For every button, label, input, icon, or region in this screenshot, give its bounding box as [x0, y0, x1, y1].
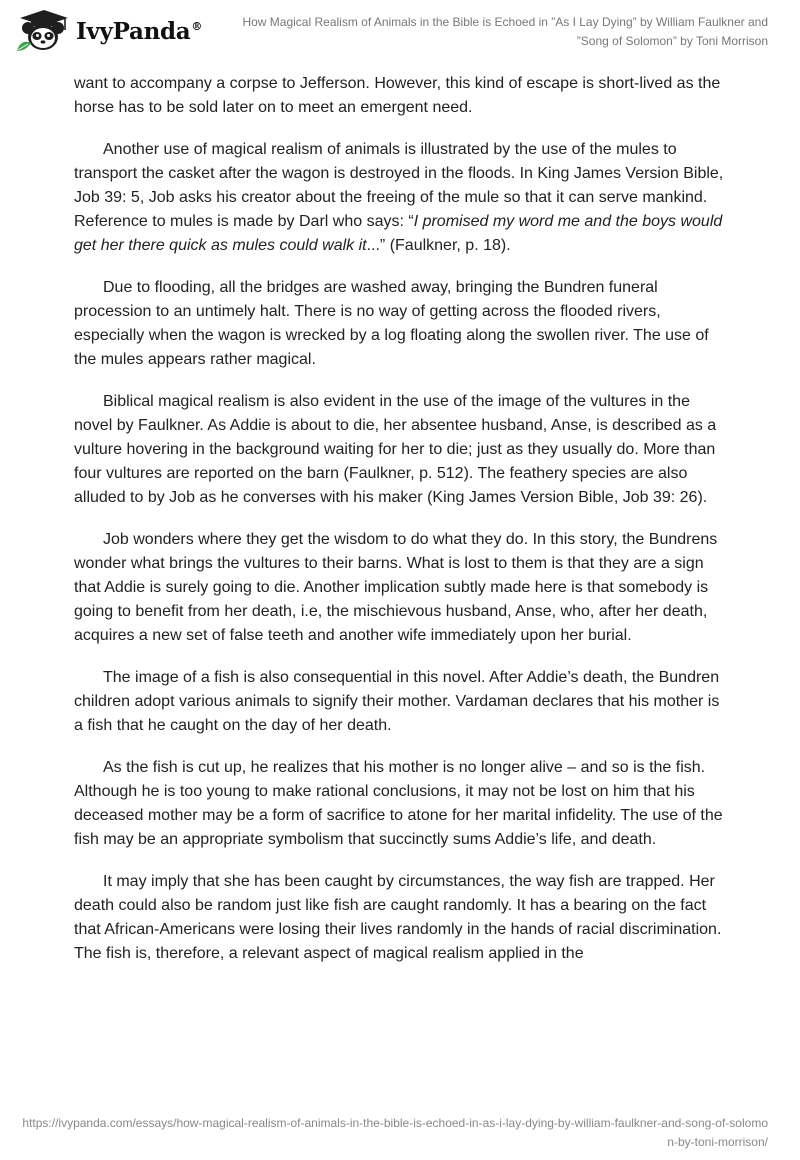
- registered-mark: ®: [191, 19, 203, 33]
- paragraph: As the fish is cut up, he realizes that his mother is no longer alive – and so is the fish. Although he is too young to make rational conclusions, it may not be lost on him that his deceased mother may be a form of sacrifice to atone for her marital infidelity. The use of the fish may be an appropriate symbolism that succinctly sums Addie’s life, and death.: [74, 759, 723, 848]
- essay-body: [74, 72, 724, 984]
- page-header: [0, 0, 800, 60]
- paragraph: want to accompany a corpse to Jefferson. However, this kind of escape is short-lived as the horse has to be sold later on to meet an emergent need.: [74, 75, 721, 116]
- paragraph: Biblical magical realism is also evident in the use of the image of the vultures in the novel by Faulkner. As Addie is about to die, her absentee husband, Anse, is described as a vulture hovering in the background waiting for her to die; just as they usually do. More than four vultures are reported on the barn (Faulkner, p. 512). The feathery species are also alluded to by Job as he converses with his maker (King James Version Bible, Job 39: 26).: [74, 393, 717, 506]
- brand-text: IvyPanda: [76, 17, 191, 45]
- quote-text: I promised my word me and the boys would get her there quick as mules could walk it: [74, 213, 723, 254]
- paragraph: It may imply that she has been caught by circumstances, the way fish are trapped. Her death could also be random just like fish are caught randomly. It has a bearing on the fact that African-Americans were losing their lives randomly in the hands of racial discrimination. The fish is, therefore, a relevant aspect of magical realism applied in the: [74, 873, 722, 962]
- essay-title: How Magical Realism of Animals in the Bible is Echoed in ”As I Lay Dying” by William Faulkner and ”Song of Solomon” by Toni Morrison: [242, 15, 768, 48]
- paragraph-text: Another use of magical realism of animals is illustrated by the use of the mules to transport the casket after the wagon is destroyed in the floods. In King James Version Bible, Job 39: 5, Job asks his creator about the freeing of the mule so that it can serve mankind. Reference to mules is made by Darl who says: “: [74, 141, 724, 230]
- brand-name: [76, 18, 202, 45]
- paragraph: [74, 138, 724, 258]
- source-url[interactable]: https://ivypanda.com/essays/how-magical-realism-of-animals-in-the-bible-is-echoed-in-as-i-lay-dying-by-william-faulkner-and-song-of-solomon-by-toni-morrison/: [22, 1116, 768, 1149]
- paragraph: The image of a fish is also consequential in this novel. After Addie’s death, the Bundren children adopt various animals to signify their mother. Vardaman declares that his mother is a fish that he caught on the day of her death.: [74, 669, 720, 734]
- paragraph: Due to flooding, all the bridges are washed away, bringing the Bundren funeral procession to an untimely halt. There is no way of getting across the flooded rivers, especially when the wagon is wrecked by a log floating along the swollen river. The use of the mules appears rather magical.: [74, 279, 709, 368]
- paragraph: Job wonders where they get the wisdom to do what they do. In this story, the Bundrens wonder what brings the vultures to their barns. What is lost to them is that they are a sign that Addie is surely going to die. Another implication subtly made here is that somebody is going to benefit from her death, i.e, the mischievous husband, Anse, who, after her death, acquires a new set of false teeth and another wife immediately upon her burial.: [74, 531, 718, 644]
- paragraph-text: ...” (Faulkner, p. 18).: [366, 237, 511, 254]
- ivypanda-logo[interactable]: [14, 9, 202, 53]
- panda-graduate-icon: [14, 9, 72, 53]
